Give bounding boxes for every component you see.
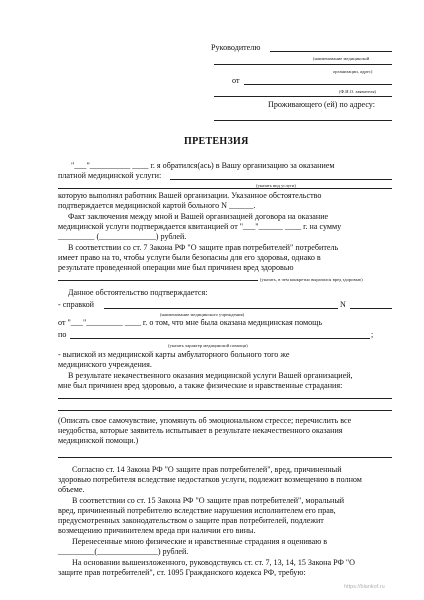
p1-line2: платной медицинской услуги: [58, 171, 162, 180]
p1-line3: которую выполнял работник Вашей организации. Указанное обстоятельство [58, 191, 322, 200]
p4-line3: от "___"_________ ____ г. о том, что мне была оказана медицинская помощь [58, 318, 323, 327]
p4-line2: - справкой [58, 300, 95, 309]
certificate-line [104, 308, 338, 309]
p2-line1: Факт заключения между мной и Вашей организацией договора на оказание [68, 212, 329, 221]
p8-line3: объеме. [58, 485, 85, 494]
certificate-number-line [350, 308, 392, 309]
p7-line3: медицинской помощи.) [58, 436, 139, 445]
applicant-line [214, 96, 392, 97]
p7-line2: неудобства, которые заявитель испытывает в результате некачественного оказания [58, 426, 343, 435]
org-addr-hint: организации, адрес) [333, 69, 373, 74]
p11-line1: На основании вышеизложенного, руководствуясь ст. ст. 7, 13, 14, 15 Закона РФ "О [72, 558, 356, 567]
p1-line4: подтверждается медицинской картой больного N ______. [58, 201, 256, 210]
p9-line4: возмещению причинителем вреда при наличии его вины. [58, 526, 256, 535]
p7-line1: (Описать свое самочувствие, упомянуть об эмоциональном стрессе; перечислить все [58, 416, 352, 425]
nature-hint: (указать характер медицинской помощи) [168, 343, 248, 348]
service-line-2 [58, 188, 392, 189]
p11-line2: защите прав потребителей", ст. 1095 Гражданского кодекса РФ, требую: [58, 568, 306, 577]
p2-line3: _________ (______________) рублей. [58, 232, 187, 241]
p8-line2: здоровью потребителя вследствие недостатков услуги, подлежит возмещению в полном [58, 475, 362, 484]
suffering-line-1 [58, 398, 392, 399]
applicant-hint: (Ф.И.О. заявителя) [339, 89, 376, 94]
p10-line2: _________(_______________) рублей. [58, 547, 189, 556]
p9-line2: вред, причиненный потребителю вследствие нарушения исполнителем его прав, [58, 506, 336, 515]
from-label: от [232, 76, 240, 85]
to-label: Руководителю [211, 43, 261, 52]
semicolon: ; [371, 330, 374, 339]
p5-line1: - выпиской из медицинской карты амбулаторного больного того же [58, 350, 290, 359]
service-line [170, 179, 392, 180]
inst-hint: (наименование медицинского учреждения) [160, 312, 245, 317]
residing-label: Проживающего (ей) по адресу: [268, 100, 375, 109]
description-line [58, 457, 392, 458]
p1-line1: "___"__________ ____ г. я обратился(ась) в Вашу организацию за оказанием [71, 161, 335, 170]
document-title: ПРЕТЕНЗИЯ [184, 136, 249, 147]
nature-line [70, 338, 370, 339]
p3-line3: результате проведенной операции мне был причинен вред здоровью [58, 263, 294, 272]
p4-n: N [340, 300, 346, 309]
p6-line2: мне был причинен вред здоровью, а также физические и нравственные страдания: [58, 381, 343, 390]
org-name-hint: (наименование медицинской [313, 56, 370, 61]
p5-line2: медицинского учреждения. [58, 360, 152, 369]
harm-hint: (указать, в чем конкретно выразился вред здоровью) [260, 277, 363, 282]
p8-line1: Согласно ст. 14 Закона РФ "О защите прав потребителей", вред, причиненный [72, 465, 342, 474]
p9-line3: предусмотренных законодательством о защите прав потребителей, подлежит [58, 516, 324, 525]
watermark-url: https://blankof.ru [344, 584, 385, 590]
p10-line1: Перенесенные мною физические и нравственные страдания я оцениваю в [72, 537, 328, 546]
p3-line2: имеет право на то, чтобы услуги были безопасны для его здоровья, однако в [58, 253, 321, 262]
service-hint: (указать вид услуги) [256, 183, 296, 188]
suffering-line-2 [58, 410, 392, 411]
p4-line1: Данное обстоятельство подтверждается: [68, 288, 208, 297]
p4-line4: по [58, 330, 67, 339]
p2-line2: медицинской услуги подтверждается квитанцией от "___"______ ____ г. на сумму [58, 222, 342, 231]
org-line [214, 64, 392, 65]
p3-line1: В соответствии со ст. 7 Закона РФ "О защите прав потребителей" потребитель [68, 243, 339, 252]
from-line [244, 84, 392, 85]
to-line [270, 51, 392, 52]
p6-line1: В результате некачественного оказания медицинской услуги Вашей организацией, [68, 371, 353, 380]
harm-line [58, 280, 258, 281]
p9-line1: В соответствии со ст. 15 Закона РФ "О защите прав потребителей", моральный [72, 496, 345, 505]
address-line [214, 120, 392, 121]
